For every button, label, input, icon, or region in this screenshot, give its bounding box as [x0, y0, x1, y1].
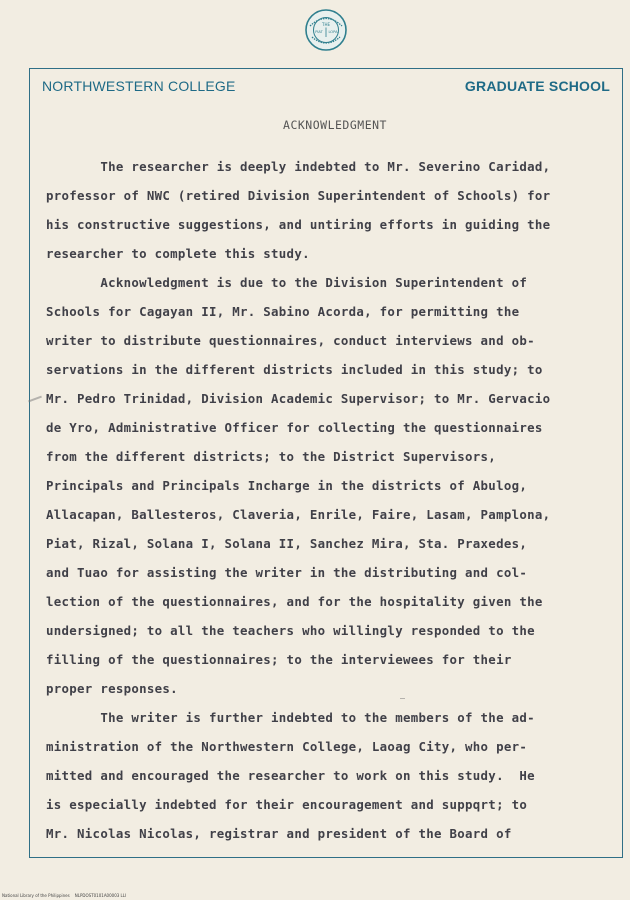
body-line: servations in the different districts included in this study; to — [46, 362, 543, 377]
body-line: undersigned; to all the teachers who willingly responded to the — [46, 623, 535, 638]
body-line: ministration of the Northwestern College, Laoag City, who per- — [46, 739, 528, 754]
body-line: Mr. Pedro Trinidad, Division Academic Supervisor; to Mr. Gervacio — [46, 391, 551, 406]
body-line: professor of NWC (retired Division Superintendent of Schools) for — [46, 188, 551, 203]
body-line: and Tuao for assisting the writer in the distributing and col- — [46, 565, 528, 580]
body-line: Schools for Cagayan II, Mr. Sabino Acorda, for permitting the — [46, 304, 520, 319]
body-line: Allacapan, Ballesteros, Claveria, Enrile, Faire, Lasam, Pamplona, — [46, 507, 551, 522]
body-line: mitted and encouraged the researcher to work on this study. He — [46, 768, 535, 783]
svg-text:LOPA: LOPA — [328, 30, 338, 34]
body-line: his constructive suggestions, and untiring efforts in guiding the — [46, 217, 551, 232]
body-line: proper responses. — [46, 681, 178, 696]
header-graduate-school: GRADUATE SCHOOL — [464, 78, 610, 94]
body-line: lection of the questionnaires, and for the hospitality given the — [46, 594, 543, 609]
body-line: is especially indebted for their encouragement and suppqrt; to — [46, 797, 528, 812]
archive-footer: National Library of the Philippines NLPDOST0101A00003 LLI — [2, 893, 127, 898]
body-line: Piat, Rizal, Solana I, Solana II, Sanchez Mira, Sta. Praxedes, — [46, 536, 528, 551]
svg-text:PIAT: PIAT — [315, 30, 323, 34]
body-line: The writer is further indebted to the members of the ad- — [46, 710, 535, 725]
stray-ink-mark — [400, 698, 405, 699]
body-line: Mr. Nicolas Nicolas, registrar and president of the Board of — [46, 826, 512, 841]
body-line: researcher to complete this study. — [46, 246, 310, 261]
header-college-name: NORTHWESTERN COLLEGE — [42, 78, 236, 94]
body-line: from the different districts; to the District Supervisors, — [46, 449, 497, 464]
college-seal-logo — [305, 9, 347, 51]
body-line: filling of the questionnaires; to the interviewees for their — [46, 652, 512, 667]
body-line: The researcher is deeply indebted to Mr. Severino Caridad, — [46, 159, 551, 174]
svg-text:THE: THE — [322, 22, 330, 27]
body-line: writer to distribute questionnaires, conduct interviews and ob- — [46, 333, 535, 348]
page-title: ACKNOWLEDGMENT — [283, 118, 387, 132]
body-line: de Yro, Administrative Officer for collecting the questionnaires — [46, 420, 543, 435]
body-line: Acknowledgment is due to the Division Superintendent of — [46, 275, 528, 290]
body-line: Principals and Principals Incharge in the districts of Abulog, — [46, 478, 528, 493]
